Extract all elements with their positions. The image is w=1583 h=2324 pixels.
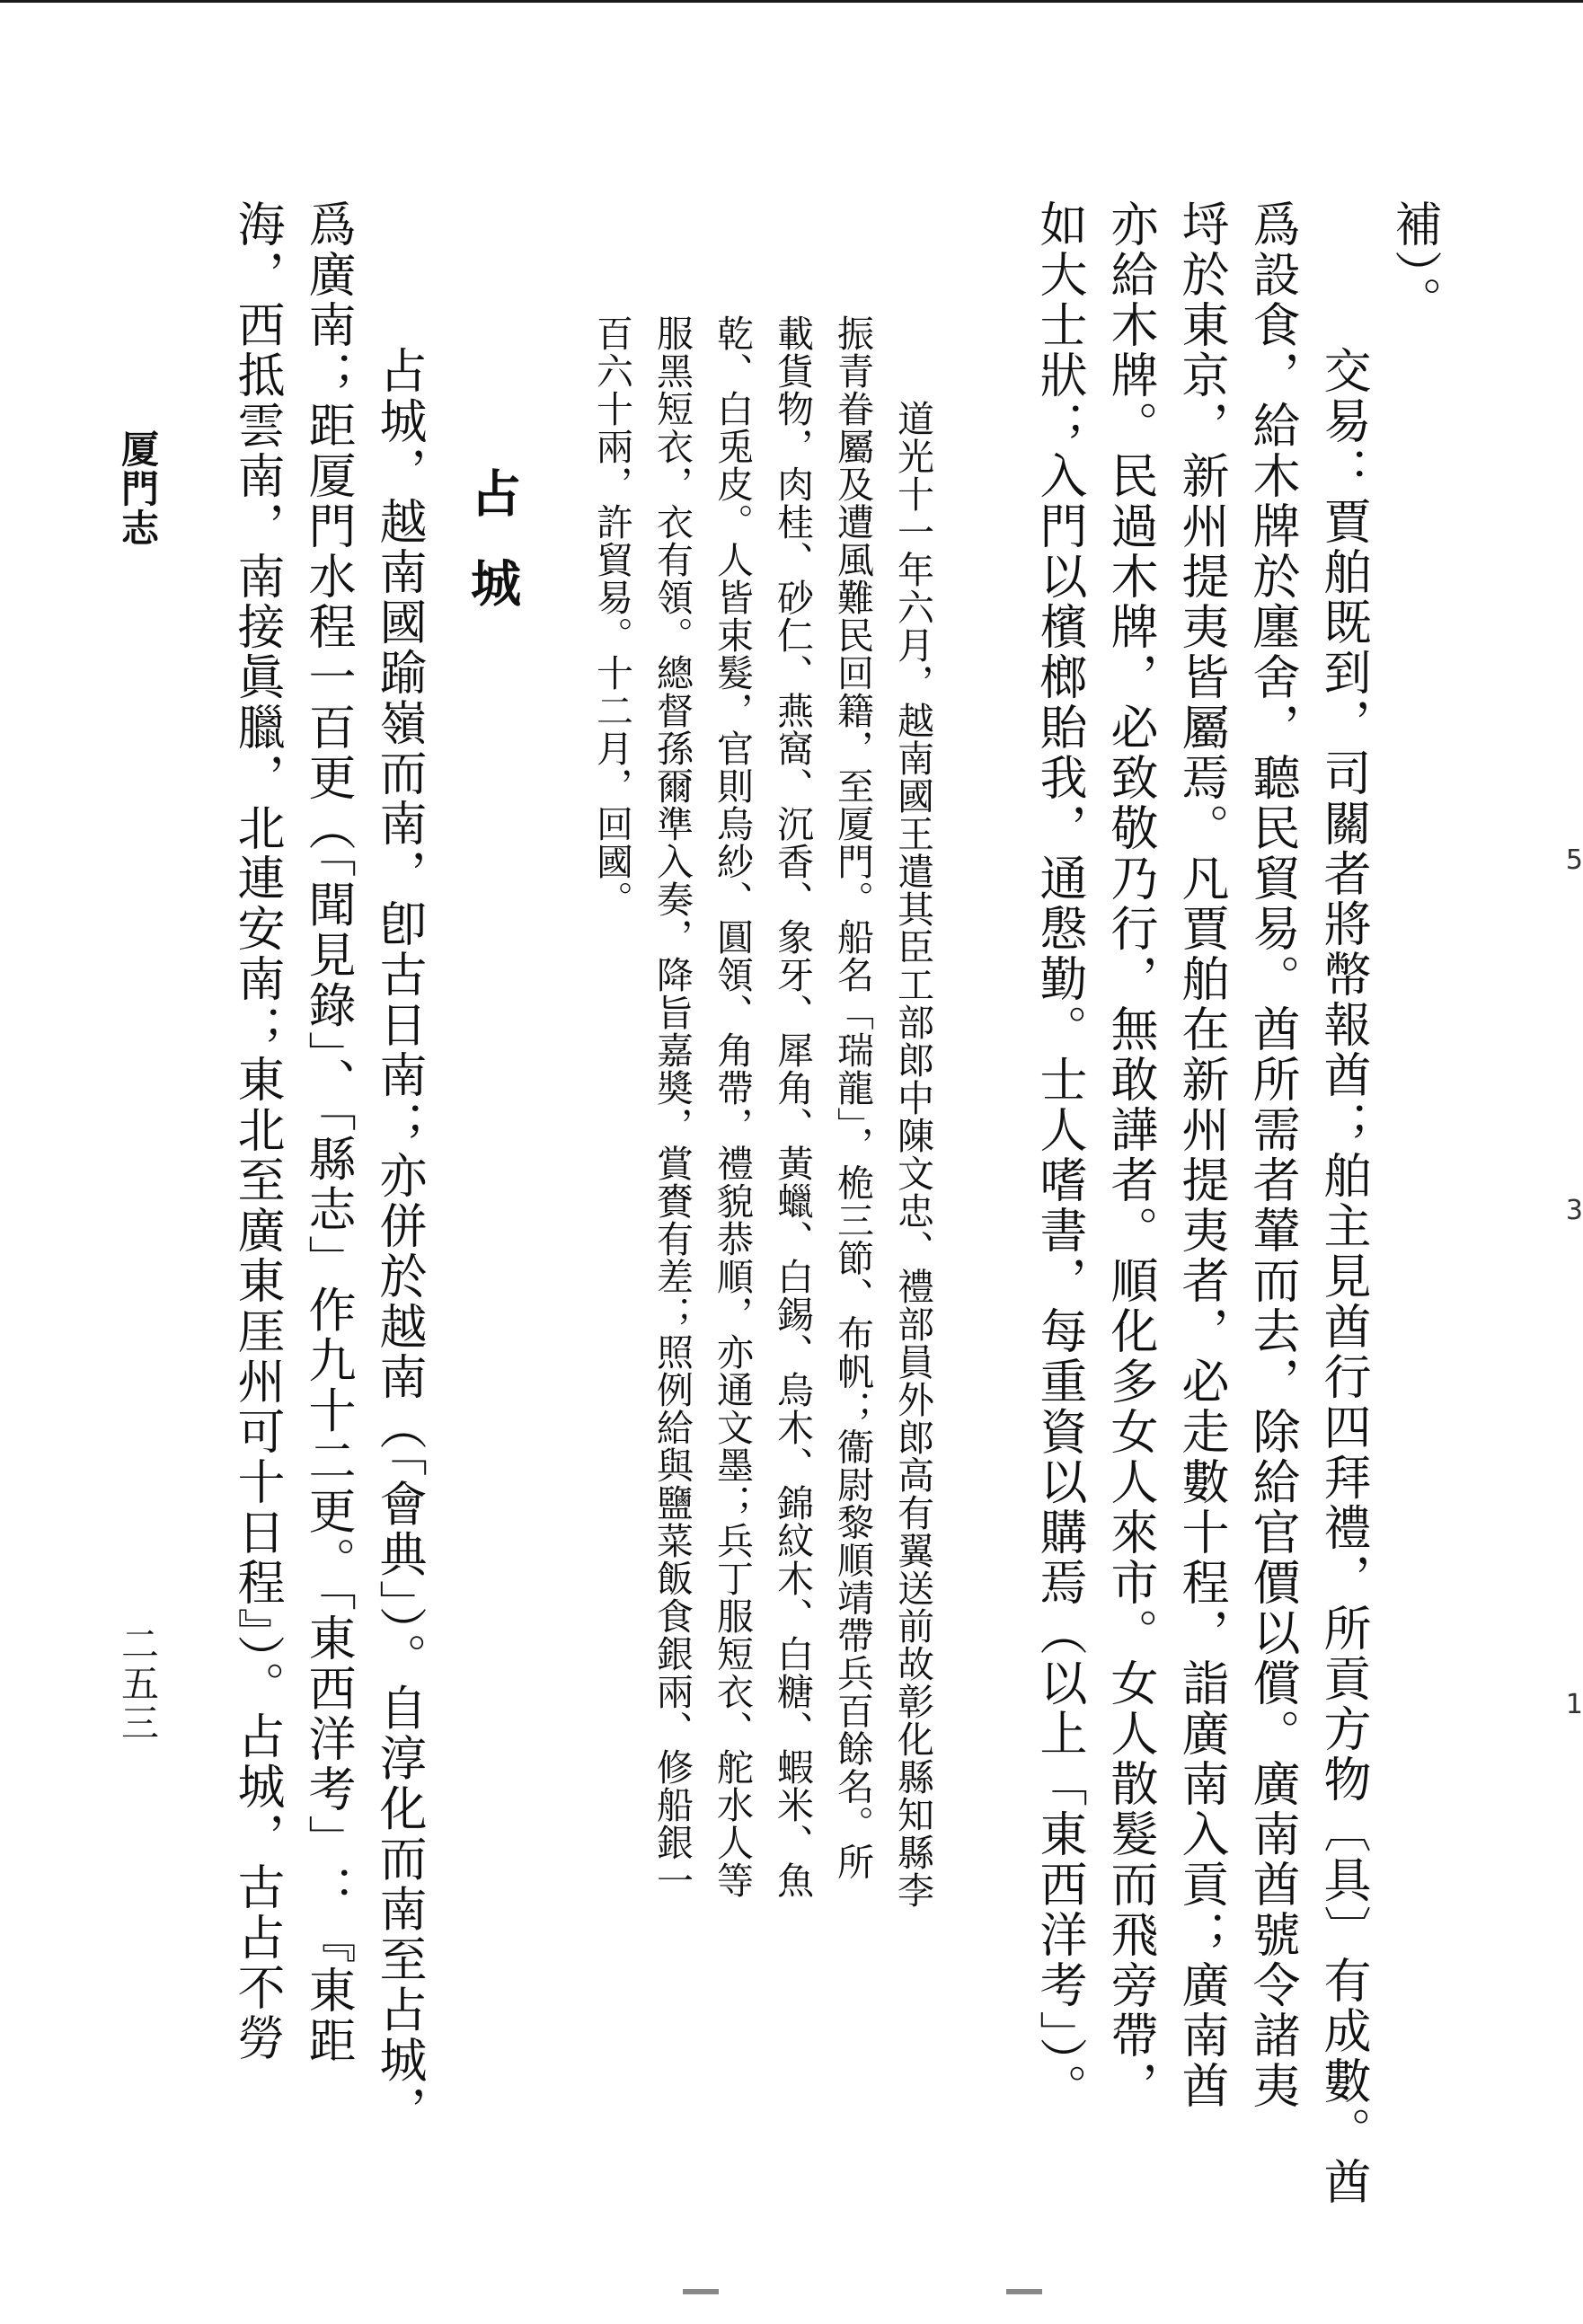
text-column: 爲設食，給木牌於廛舍，聽民貿易。酋所需者輦而去，除給官價以償。廣南酋號令諸夷 (1245, 199, 1300, 2111)
text-column: 海，西抵雲南，南接眞臘，北連安南；東北至廣東厓州可十日程』）。占城，古占不勞 (230, 199, 285, 2063)
text-column: 亦給木牌。民過木牌，必致敬乃行，無敢譁者。順化多女人來市。女人散髮而飛旁帶， (1103, 199, 1158, 2111)
text-column: 服黑短衣，衣有領。總督孫爾準入奏，降旨嘉奬，賞賚有差；照例給與鹽菜飯食銀兩、修船銀一 (650, 314, 694, 1899)
section-heading: 占城 (463, 467, 522, 647)
text-column: 交易：賈舶既到，司關者將幣報酋；舶主見酋行四拜禮，所貢方物〔具〕有成數。酋 (1316, 346, 1371, 2207)
text-column: 爲廣南；距厦門水程一百更（「聞見錄」、「縣志」作九十二更。「東西洋考」：『東距 (301, 199, 356, 2066)
scan-artifact (1006, 2289, 1042, 2294)
text-column: 乾、白兎皮。人皆束髮，官則烏紗、圓領、角帶，禮貌恭順，亦通文墨；兵丁服短衣、舵水人等 (711, 314, 754, 1899)
text-column: 補）。 (1387, 199, 1442, 327)
edge-mark: 3 (1565, 1195, 1583, 1226)
text-column: 百六十兩，許貿易。十二月，回國。 (590, 314, 633, 918)
text-column: 載貨物，肉桂、砂仁、燕窩、沉香、象牙、犀角、黃蠟、白錫、烏木、錦紋木、白糖、蝦米、魚 (771, 314, 814, 1899)
book-title: 厦門志 (116, 429, 160, 548)
text-column: 埒於東京，新州提夷皆屬焉。凡賈舶在新州提夷者，必走數十程，詣廣南入貢；廣南酋 (1174, 199, 1229, 2111)
top-border-line (0, 0, 1583, 3)
scan-artifact (683, 2289, 719, 2294)
edge-mark: 5 (1565, 844, 1583, 876)
text-column: 如大士狀；入門以檳榔貽我，通慇勤。士人嗜書，每重資以購焉（以上「東西洋考」）。 (1032, 199, 1087, 2114)
edge-mark: 1 (1565, 1689, 1583, 1720)
text-column: 占城，越南國踰嶺而南，卽古日南；亦併於越南（「會典」）。自淳化而南至占城， (372, 346, 427, 2136)
page-number: 二五三 (116, 1624, 160, 1743)
text-column: 道光十一年六月，越南國王遣其臣工部郎中陳文忠、禮部員外郎高有翼送前故彰化縣知縣李 (891, 400, 934, 1909)
text-column: 振青眷屬及遭風難民回籍，至厦門。船名「瑞龍」，桅三節、布帆；衞尉黎順靖帶兵百餘名。所 (831, 314, 874, 1881)
